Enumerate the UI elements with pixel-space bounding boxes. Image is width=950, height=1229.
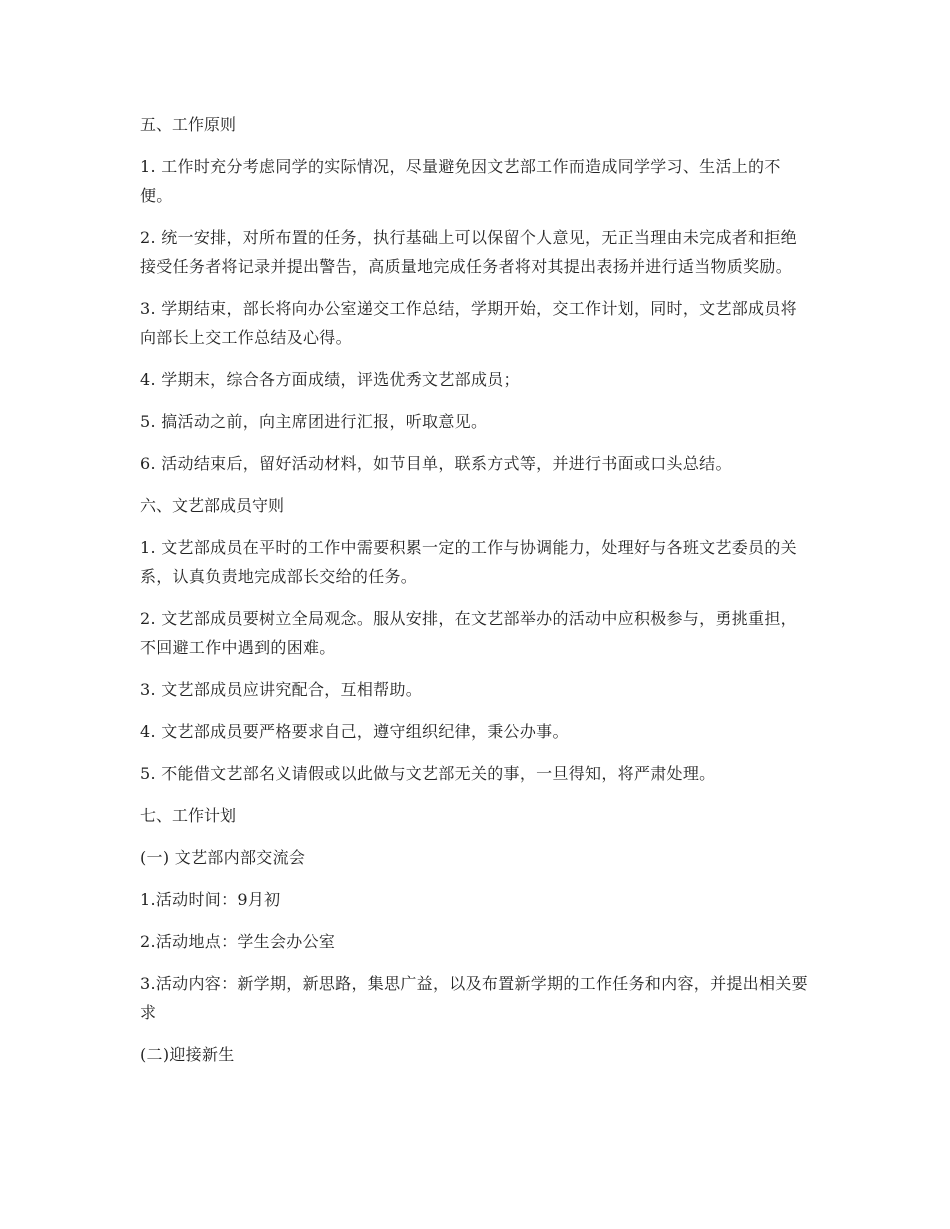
principle-item: 5. 搞活动之前，向主席团进行汇报，听取意见。: [140, 412, 488, 431]
principle-item: 4. 学期末，综合各方面成绩，评选优秀文艺部成员；: [140, 370, 520, 389]
section-heading-principles: 五、工作原则: [140, 115, 237, 134]
rule-item: 5. 不能借文艺部名义请假或以此做与文艺部无关的事，一旦得知，将严肃处理。: [140, 764, 716, 783]
plan-item: 2.活动地点：学生会办公室: [140, 932, 336, 951]
rule-item: 2. 文艺部成员要树立全局观念。服从安排，在文艺部举办的活动中应积极参与，勇挑重担，不回避工作中遇到的困难。: [140, 609, 797, 657]
rule-item: 4. 文艺部成员要严格要求自己，遵守组织纪律，秉公办事。: [140, 722, 569, 741]
section-heading-member-rules: 六、文艺部成员守则: [140, 496, 285, 515]
plan-item: 1.活动时间：9月初: [140, 890, 281, 909]
plan-subheading: (一) 文艺部内部交流会: [140, 848, 306, 867]
principle-item: 1. 工作时充分考虑同学的实际情况，尽量避免因文艺部工作而造成同学学习、生活上的不便。: [140, 157, 781, 205]
section-heading-work-plan: 七、工作计划: [140, 806, 237, 825]
principle-item: 2. 统一安排，对所布置的任务，执行基础上可以保留个人意见，无正当理由未完成者和拒绝接受任务者将记录并提出警告，高质量地完成任务者将对其提出表扬并进行适当物质奖励。: [140, 228, 797, 276]
rule-item: 1. 文艺部成员在平时的工作中需要积累一定的工作与协调能力，处理好与各班文艺委员的关系，认真负责地完成部长交给的任务。: [140, 538, 797, 586]
rule-item: 3. 文艺部成员应讲究配合，互相帮助。: [140, 680, 423, 699]
plan-subheading: (二)迎接新生: [140, 1045, 235, 1064]
plan-item: 3.活动内容：新学期，新思路，集思广益，以及布置新学期的工作任务和内容，并提出相关要求: [140, 974, 808, 1022]
principle-item: 6. 活动结束后，留好活动材料，如节目单，联系方式等，并进行书面或口头总结。: [140, 454, 732, 473]
principle-item: 3. 学期结束，部长将向办公室递交工作总结，学期开始，交工作计划，同时，文艺部成员将向部长上交工作总结及心得。: [140, 299, 797, 347]
